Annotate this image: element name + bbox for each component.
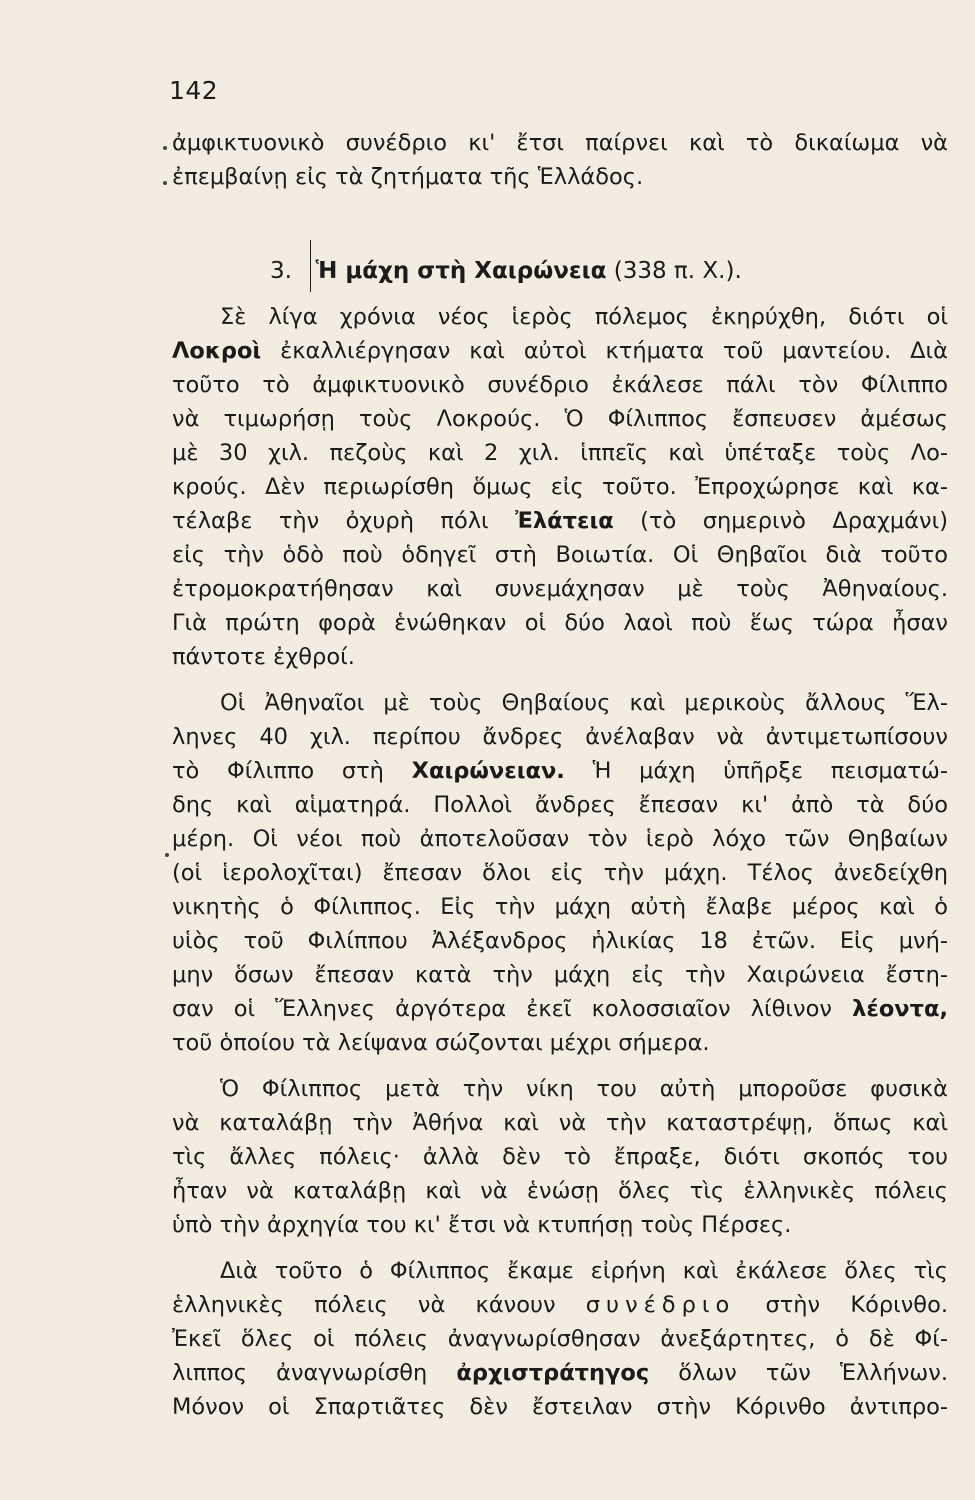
text-line: Μόνον οἱ Σπαρτιᾶτες δὲν ἔστειλαν στὴν Κόρινθο ἀντιπρο- [172,1394,948,1420]
bold-term: λέοντα, [852,996,948,1022]
text-line: ἑλληνικὲς πόλεις νὰ κάνουν συνέδριο στὴν Κόρινθο. [172,1292,948,1318]
section-date: (338 π. Χ.). [613,258,742,284]
margin-rule [310,240,312,292]
text-line: τὶς ἄλλες πόλεις· ἀλλὰ δὲν τὸ ἔπραξε, διότι σκοπός του [172,1144,948,1170]
text-line: λιππος ἀναγνωρίσθη ἀρχιστράτηγος ὅλων τῶν Ἑλλήνων. [172,1360,948,1386]
text-line: μέρη. Οἱ νέοι ποὺ ἀποτελοῦσαν τὸν ἱερὸ λόχο τῶν Θηβαίων [172,826,948,852]
text-line: Οἱ Ἀθηναῖοι μὲ τοὺς Θηβαίους καὶ μερικοὺς ἄλλους Ἕλ- [220,690,948,716]
text-line: ληνες 40 χιλ. περίπου ἄνδρες ἀνέλαβαν νὰ ἀντιμετωπίσουν [172,724,948,750]
section-heading [270,240,742,292]
text-line: Ὁ Φίλιππος μετὰ τὴν νίκη του αὐτὴ μποροῦσε φυσικὰ [220,1076,948,1102]
text-line: Γιὰ πρώτη φορὰ ἑνώθηκαν οἱ δύο λαοὶ ποὺ ἕως τώρα ἦσαν [172,610,948,636]
text-line: μὲ 30 χιλ. πεζοὺς καὶ 2 χιλ. ἱππεῖς καὶ ὑπέταξε τοὺς Λο- [172,440,948,466]
bold-term: Ἐλάτεια [515,508,614,534]
section-number: 3. [270,258,292,284]
text-line: Λοκροὶ ἐκαλλιέργησαν καὶ αὐτοὶ κτήματα τοῦ μαντείου. Διὰ [172,338,948,364]
text-line: Διὰ τοῦτο ὁ Φίλιππος ἔκαμε εἰρήνη καὶ ἐκάλεσε ὅλες τὶς [220,1258,948,1284]
print-speck [163,146,167,150]
text-line: μην ὅσων ἔπεσαν κατὰ τὴν μάχη εἰς τὴν Χαιρώνεια ἔστη- [172,962,948,988]
page-number: 142 [169,76,219,105]
text-line: κρούς. Δὲν περιωρίσθη ὅμως εἰς τοῦτο. Ἐπροχώρησε καὶ κα- [172,474,948,500]
text-line: πάντοτε ἐχθροί. [172,644,355,670]
text-line: ἀμφικτυονικὸ συνέδριο κι' ἔτσι παίρνει καὶ τὸ δικαίωμα νὰ [172,130,948,156]
text-line: υἱὸς τοῦ Φιλίππου Ἀλέξανδρος ἡλικίας 18 ἐτῶν. Εἰς μνή- [172,928,948,954]
text-line: τὸ Φίλιππο στὴ Χαιρώνειαν. Ἡ μάχη ὑπῆρξε πεισματώ- [172,758,948,784]
text-line: Σὲ λίγα χρόνια νέος ἱερὸς πόλεμος ἐκηρύχθη, διότι οἱ [220,304,948,330]
text-line: ἐτρομοκρατήθησαν καὶ συνεμάχησαν μὲ τοὺς Ἀθηναίους. [172,576,948,602]
text-line: νικητὴς ὁ Φίλιππος. Εἰς τὴν μάχη αὐτὴ ἔλαβε μέρος καὶ ὁ [172,894,948,920]
text-line: εἰς τὴν ὁδὸ ποὺ ὁδηγεῖ στὴ Βοιωτία. Οἱ Θηβαῖοι διὰ τοῦτο [172,542,948,568]
text-line: νὰ καταλάβῃ τὴν Ἀθήνα καὶ νὰ τὴν καταστρέψῃ, ὅπως καὶ [172,1110,948,1136]
text-line: Ἐκεῖ ὅλες οἱ πόλεις ἀναγνωρίσθησαν ἀνεξάρτητες, ὁ δὲ Φί- [172,1326,948,1352]
text-line: τοῦ ὁποίου τὰ λείψανα σώζονται μέχρι σήμερα. [172,1030,710,1056]
bold-term: Χαιρώνειαν. [411,758,565,784]
text-line: δης καὶ αἱματηρά. Πολλοὶ ἄνδρες ἔπεσαν κι' ἀπὸ τὰ δύο [172,792,948,818]
text-line: ἦταν νὰ καταλάβῃ καὶ νὰ ἑνώσῃ ὅλες τὶς ἑλληνικὲς πόλεις [172,1178,948,1204]
text-line: (οἱ ἱερολοχῖται) ἔπεσαν ὅλοι εἰς τὴν μάχη. Τέλος ἀνεδείχθη [172,860,948,886]
text-line: τοῦτο τὸ ἀμφικτυονικὸ συνέδριο ἐκάλεσε πάλι τὸν Φίλιππο [172,372,948,398]
bold-term: ἀρχιστράτηγος [456,1360,650,1386]
bold-term: Λοκροὶ [172,338,262,364]
text-line: τέλαβε τὴν ὀχυρὴ πόλι Ἐλάτεια (τὸ σημερινὸ Δραχμάνι) [172,508,948,534]
spaced-term: συνέδριο [585,1292,736,1318]
text-line: ὑπὸ τὴν ἀρχηγία του κι' ἔτσι νὰ κτυπήσῃ τοὺς Πέρσες. [172,1212,792,1238]
text-line: νὰ τιμωρήσῃ τοὺς Λοκρούς. Ὁ Φίλιππος ἔσπευσεν ἀμέσως [172,406,948,432]
section-title: Ἡ μάχη στὴ Χαιρώνεια [315,258,607,284]
print-speck [163,181,167,185]
text-line: ἐπεμβαίνῃ εἰς τὰ ζητήματα τῆς Ἑλλάδος. [172,164,644,190]
text-line: σαν οἱ Ἕλληνες ἀργότερα ἐκεῖ κολοσσιαῖον λίθινον λέοντα, [172,996,948,1022]
print-speck [165,853,169,857]
